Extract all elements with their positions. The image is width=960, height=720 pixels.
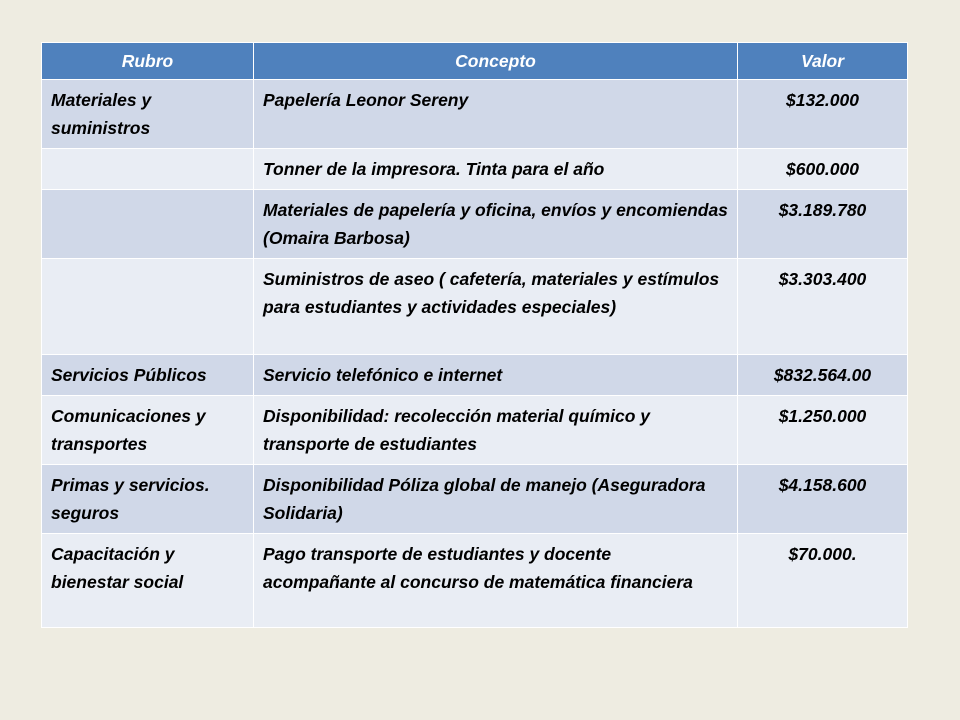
budget-table — [41, 42, 908, 628]
header-valor: Valor — [738, 43, 908, 80]
cell-concepto: Papelería Leonor Sereny — [254, 80, 738, 149]
table-header-row — [42, 43, 908, 80]
table-row — [42, 355, 908, 396]
table-row — [42, 190, 908, 259]
header-concepto: Concepto — [254, 43, 738, 80]
table-row — [42, 80, 908, 149]
cell-valor: $600.000 — [738, 149, 908, 190]
cell-rubro: Capacitación y bienestar social — [42, 534, 254, 628]
cell-valor: $832.564.00 — [738, 355, 908, 396]
cell-valor: $70.000. — [738, 534, 908, 628]
cell-concepto: Disponibilidad Póliza global de manejo (Aseguradora Solidaria) — [254, 465, 738, 534]
cell-valor: $4.158.600 — [738, 465, 908, 534]
cell-concepto: Materiales de papelería y oficina, envíos y encomiendas (Omaira Barbosa) — [254, 190, 738, 259]
table-row — [42, 149, 908, 190]
cell-rubro — [42, 190, 254, 259]
cell-concepto: Suministros de aseo ( cafetería, materiales y estímulos para estudiantes y actividades especiales) — [254, 259, 738, 355]
cell-valor: $1.250.000 — [738, 396, 908, 465]
cell-rubro: Materiales y suministros — [42, 80, 254, 149]
table-row — [42, 396, 908, 465]
cell-concepto: Servicio telefónico e internet — [254, 355, 738, 396]
cell-rubro — [42, 259, 254, 355]
cell-rubro — [42, 149, 254, 190]
cell-rubro: Comunicaciones y transportes — [42, 396, 254, 465]
cell-concepto: Tonner de la impresora. Tinta para el año — [254, 149, 738, 190]
cell-valor: $3.189.780 — [738, 190, 908, 259]
cell-concepto: Disponibilidad: recolección material químico y transporte de estudiantes — [254, 396, 738, 465]
table-row — [42, 465, 908, 534]
cell-rubro: Servicios Públicos — [42, 355, 254, 396]
cell-concepto: Pago transporte de estudiantes y docente acompañante al concurso de matemática financiera — [254, 534, 738, 628]
cell-valor: $132.000 — [738, 80, 908, 149]
header-rubro: Rubro — [42, 43, 254, 80]
table-row — [42, 259, 908, 355]
table-row — [42, 534, 908, 628]
cell-rubro: Primas y servicios. seguros — [42, 465, 254, 534]
cell-valor: $3.303.400 — [738, 259, 908, 355]
